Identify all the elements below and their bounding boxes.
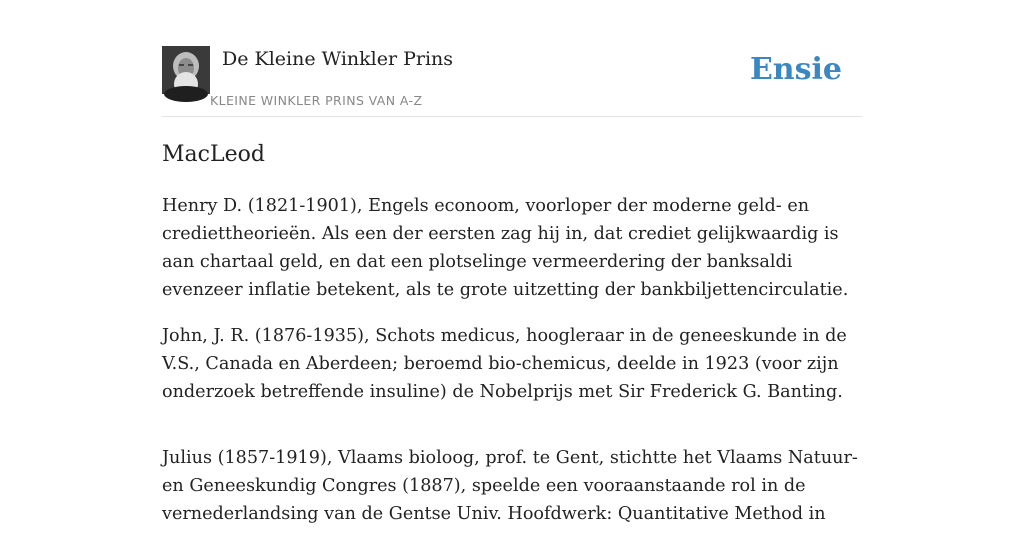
- source-title-link[interactable]: De Kleine Winkler Prins: [222, 48, 454, 70]
- article-title: MacLeod: [162, 142, 265, 167]
- source-subtitle: KLEINE WINKLER PRINS VAN A-Z: [210, 93, 423, 108]
- portrait-icon[interactable]: [162, 46, 210, 94]
- article-body: [162, 192, 872, 546]
- paragraph-julius: Julius (1857-1919), Vlaams bioloog, prof. te Gent, stichtte het Vlaams Natuur- en Geneeskundig Congres (1887), speelde een vooraanstaande rol in de vernederlandsing van de Gentse Univ. Hoofdwerk: Quantitative Method in: [162, 448, 858, 524]
- paragraph-henry: Henry D. (1821-1901), Engels econoom, voorloper der moderne geld- en crediettheorieën. Als een der eersten zag hij in, dat crediet gelijkwaardig is aan chartaal geld, en dat een plotselinge vermeerdering der banksaldi evenzeer inflatie betekent, als te grote uitzetting der bankbiljettencirculatie.: [162, 196, 849, 300]
- source-header: [162, 46, 862, 117]
- paragraph-john: John, J. R. (1876-1935), Schots medicus, hoogleraar in de geneeskunde in de V.S., Canada en Aberdeen; beroemd bio-chemicus, deelde in 1923 (voor zijn onderzoek betreffende insuline) de Nobelprijs met Sir Frederick G. Banting.: [162, 326, 847, 402]
- brand-logo-link[interactable]: Ensie: [749, 52, 842, 87]
